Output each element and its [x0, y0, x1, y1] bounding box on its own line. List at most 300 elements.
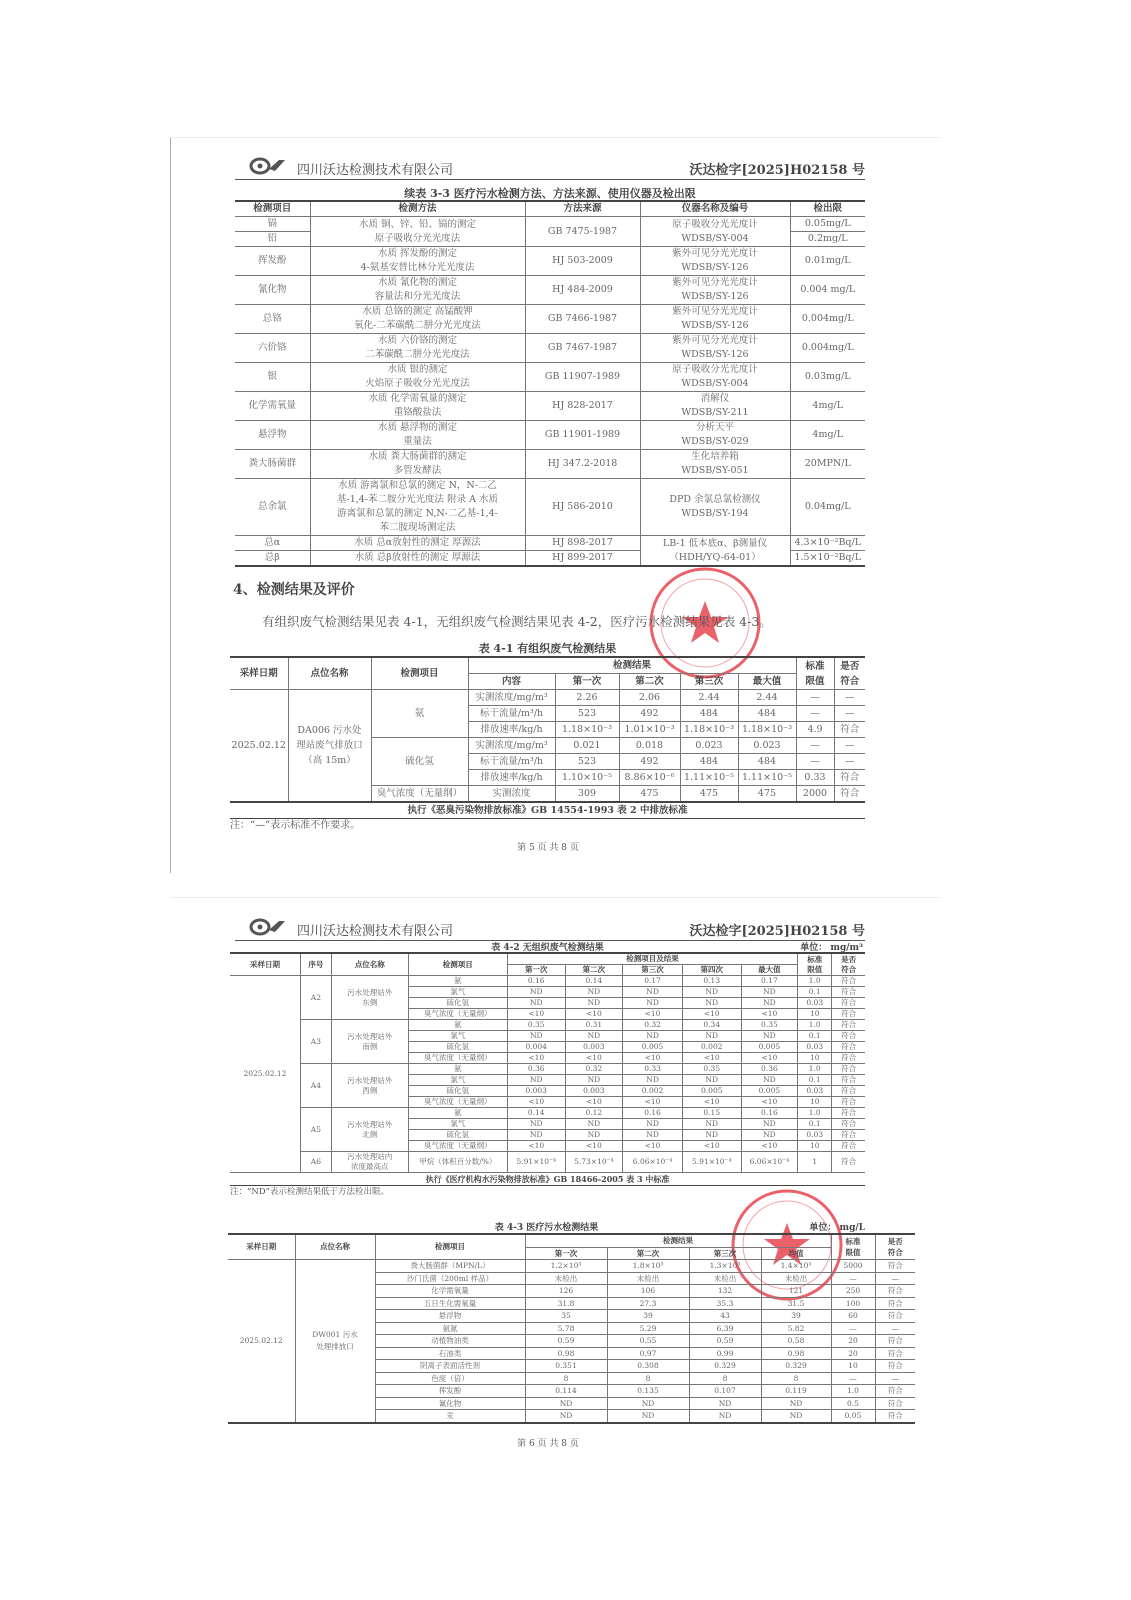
page-2-frame	[170, 897, 940, 898]
value-cell: 1.2×10³	[525, 1260, 607, 1273]
content-cell: 排放速率/kg/h	[468, 770, 555, 786]
value-cell: <10	[682, 1141, 741, 1152]
value-cell: 0.023	[680, 738, 738, 754]
table-3-3-methods	[235, 200, 865, 567]
value-cell: 1.18×10⁻³	[555, 722, 619, 738]
table-4-3-unit: 单位： mg/L	[809, 1223, 865, 1233]
pass-cell: 符合	[832, 976, 865, 987]
item-cell: 臭气浓度（无量纲）	[371, 786, 468, 803]
company-name: 四川沃达检测技术有限公司	[297, 163, 454, 178]
page-2-footer: 第 6 页 共 8 页	[517, 1439, 579, 1449]
item-cell: 总β	[235, 551, 310, 567]
value-cell: 2.44	[738, 690, 796, 706]
page-1-footer: 第 5 页 共 8 页	[517, 843, 579, 853]
instrument-cell: 紫外可见分光光度计 WDSB/SY-126	[640, 247, 790, 276]
table-4-2-fugitive-emissions	[230, 952, 865, 1173]
item-cell: 沙门氏菌（200ml 样品）	[375, 1272, 525, 1285]
location-cell: 污水处理站外 西侧	[331, 1064, 408, 1108]
table-4-2-block	[230, 952, 865, 1198]
header-cell: 检出限	[790, 201, 865, 217]
value-cell: <10	[623, 1053, 683, 1064]
limit-cell: 0.004mg/L	[790, 305, 865, 334]
item-cell: 氨	[408, 1064, 507, 1075]
value-cell: 27.3	[607, 1297, 689, 1310]
header-item: 检测项目	[408, 953, 507, 976]
header-pass: 是否 符合	[832, 953, 865, 976]
pass-cell: —	[834, 690, 865, 706]
limit-cell: 0.004 mg/L	[790, 276, 865, 305]
table-row	[235, 217, 865, 232]
value-cell: ND	[741, 1119, 798, 1130]
seq-cell: A2	[300, 976, 331, 1020]
value-cell: ND	[565, 1130, 623, 1141]
content-cell: 实测浓度/mg/m³	[468, 738, 555, 754]
limit-cell: 10	[798, 1141, 832, 1152]
limit-cell: 60	[831, 1310, 875, 1323]
limit-cell: 20MPN/L	[790, 450, 865, 479]
item-cell: 悬浮物	[235, 421, 310, 450]
instrument-cell: LB-1 低本底α、β测量仪 （HDH/YQ-64-01）	[640, 536, 790, 567]
value-cell: 5.82	[761, 1322, 831, 1335]
table-row	[235, 334, 865, 363]
limit-cell: 0.1	[798, 1119, 832, 1130]
header-cell: 方法来源	[525, 201, 640, 217]
value-cell: 0.17	[741, 976, 798, 987]
pass-cell: 符合	[832, 1152, 865, 1173]
header-date: 采样日期	[230, 657, 288, 690]
value-cell: 0.31	[565, 1020, 623, 1031]
limit-cell: 0.03mg/L	[790, 363, 865, 392]
limit-cell: 4.3×10⁻²Bq/L	[790, 536, 865, 551]
header-item: 检测项目	[375, 1234, 525, 1260]
value-cell: 0.119	[761, 1385, 831, 1398]
pass-cell: 符合	[875, 1285, 915, 1298]
value-cell: 0.58	[761, 1335, 831, 1348]
value-cell: 5.29	[607, 1322, 689, 1335]
table-row	[230, 1108, 865, 1119]
instrument-cell: DPD 余氯总氯检测仪 WDSB/SY-194	[640, 479, 790, 536]
table-4-3-wastewater-results	[228, 1233, 915, 1424]
instrument-cell: 生化培养箱 WDSB/SY-051	[640, 450, 790, 479]
value-cell: 未检出	[761, 1272, 831, 1285]
header-r3: 第三次	[623, 965, 683, 976]
document-number: 沃达检字[2025]H02158 号	[689, 163, 865, 178]
header-date: 采样日期	[230, 953, 300, 976]
value-cell: 0.55	[607, 1335, 689, 1348]
limit-cell: 1.0	[798, 1108, 832, 1119]
value-cell: 484	[738, 754, 796, 770]
table-row	[230, 1152, 865, 1173]
table-4-1-title: 表 4-1 有组织废气检测结果	[478, 642, 617, 655]
pass-cell: —	[875, 1372, 915, 1385]
value-cell: 106	[607, 1285, 689, 1298]
value-cell: 126	[525, 1285, 607, 1298]
header-r2: 第二次	[607, 1247, 689, 1260]
limit-cell: 0.03	[798, 1086, 832, 1097]
limit-cell: 5000	[831, 1260, 875, 1273]
document-number: 沃达检字[2025]H02158 号	[689, 924, 865, 939]
value-cell: 0.16	[507, 976, 565, 987]
header-location: 点位名称	[288, 657, 371, 690]
value-cell: <10	[507, 1009, 565, 1020]
pass-cell: 符合	[832, 1086, 865, 1097]
header-r2: 第二次	[619, 674, 680, 690]
source-cell: GB 7466-1987	[525, 305, 640, 334]
location-cell: 污水处理站内 浓度最高点	[331, 1152, 408, 1173]
instrument-cell: 紫外可见分光光度计 WDSB/SY-126	[640, 334, 790, 363]
method-cell: 水质 粪大肠菌群的测定 多管发酵法	[310, 450, 525, 479]
method-cell: 水质 悬浮物的测定 重量法	[310, 421, 525, 450]
value-cell: ND	[623, 1119, 683, 1130]
seq-cell: A5	[300, 1108, 331, 1152]
table-row	[235, 363, 865, 392]
item-cell: 化学需氧量	[235, 392, 310, 421]
section-heading: 4、检测结果及评价	[233, 582, 355, 598]
value-cell: 0.17	[623, 976, 683, 987]
header-r1: 第一次	[507, 965, 565, 976]
item-cell: 甲烷（体积百分数/%）	[408, 1152, 507, 1173]
value-cell: ND	[623, 1130, 683, 1141]
pass-cell: —	[875, 1322, 915, 1335]
item-cell: 总余氯	[235, 479, 310, 536]
table-4-1-note: 注：“—”表示标准不作要求。	[230, 820, 361, 831]
value-cell: 0.005	[741, 1086, 798, 1097]
pass-cell: 符合	[832, 1097, 865, 1108]
table-4-2-note: 注：“ND”表示检测结果低于方法检出限。	[230, 1187, 389, 1197]
pass-cell: 符合	[832, 1031, 865, 1042]
header-results: 检测结果	[468, 657, 796, 674]
value-cell: ND	[565, 1119, 623, 1130]
value-cell: ND	[682, 987, 741, 998]
method-cell: 水质 挥发酚的测定 4-氨基安替比林分光光度法	[310, 247, 525, 276]
item-cell: 总铬	[235, 305, 310, 334]
item-cell: 化学需氧量	[375, 1285, 525, 1298]
item-cell: 氨	[408, 1108, 507, 1119]
value-cell: 475	[680, 786, 738, 803]
method-cell: 水质 氰化物的测定 容量法和分光光度法	[310, 276, 525, 305]
value-cell: 1.8×10³	[607, 1260, 689, 1273]
pass-cell: 符合	[832, 1075, 865, 1086]
value-cell: 0.33	[623, 1064, 683, 1075]
content-cell: 标干流量/m³/h	[468, 706, 555, 722]
limit-cell: —	[831, 1372, 875, 1385]
source-cell: HJ 899-2017	[525, 551, 640, 567]
value-cell: <10	[507, 1053, 565, 1064]
limit-cell: 100	[831, 1297, 875, 1310]
source-cell: HJ 484-2009	[525, 276, 640, 305]
company-logo-icon	[249, 918, 287, 936]
value-cell: 0.34	[682, 1020, 741, 1031]
table-row	[235, 479, 865, 536]
value-cell: <10	[623, 1009, 683, 1020]
pass-cell: 符合	[875, 1397, 915, 1410]
limit-cell: —	[796, 690, 834, 706]
limit-cell: 0.05mg/L	[790, 217, 865, 232]
value-cell: ND	[507, 998, 565, 1009]
value-cell: 2.26	[555, 690, 619, 706]
source-cell: HJ 503-2009	[525, 247, 640, 276]
header-cell: 检测方法	[310, 201, 525, 217]
table-4-2-unit: 单位： mg/m³	[800, 943, 863, 953]
value-cell: ND	[761, 1397, 831, 1410]
table-row	[230, 690, 865, 706]
value-cell: ND	[682, 1075, 741, 1086]
value-cell: ND	[623, 1075, 683, 1086]
header-limit: 标准 限值	[796, 657, 834, 690]
value-cell: 1.4×10³	[761, 1260, 831, 1273]
value-cell: 43	[689, 1310, 761, 1323]
method-cell: 水质 六价铬的测定 二苯碳酰二肼分光光度法	[310, 334, 525, 363]
pass-cell: 符合	[832, 1119, 865, 1130]
value-cell: 6.39	[689, 1322, 761, 1335]
limit-cell: 1	[798, 1152, 832, 1173]
value-cell: <10	[565, 1009, 623, 1020]
value-cell: 0.14	[565, 976, 623, 987]
pass-cell: —	[834, 738, 865, 754]
item-cell: 银	[235, 363, 310, 392]
value-cell: ND	[525, 1397, 607, 1410]
value-cell: 0.97	[607, 1347, 689, 1360]
method-cell: 水质 总α放射性的测定 厚源法	[310, 536, 525, 551]
value-cell: 484	[680, 754, 738, 770]
table-4-3-title: 表 4-3 医疗污水检测结果	[494, 1223, 599, 1233]
header-pass: 是否 符合	[875, 1234, 915, 1260]
value-cell: ND	[507, 1130, 565, 1141]
limit-cell: 0.2mg/L	[790, 232, 865, 247]
value-cell: 0.32	[623, 1020, 683, 1031]
value-cell: ND	[741, 1130, 798, 1141]
item-cell: 总α	[235, 536, 310, 551]
item-cell: 铅	[235, 232, 310, 247]
content-cell: 实测浓度	[468, 786, 555, 803]
value-cell: ND	[741, 1031, 798, 1042]
value-cell: 0.003	[565, 1042, 623, 1053]
value-cell: <10	[741, 1009, 798, 1020]
item-cell: 挥发酚	[375, 1385, 525, 1398]
value-cell: 1.3×10³	[689, 1260, 761, 1273]
value-cell: 492	[619, 754, 680, 770]
value-cell: 39	[607, 1310, 689, 1323]
location-cell: 污水处理站外 南侧	[331, 1020, 408, 1064]
limit-cell: 10	[798, 1053, 832, 1064]
table-row	[230, 1064, 865, 1075]
value-cell: 0.329	[761, 1360, 831, 1373]
limit-cell: 1.0	[798, 1020, 832, 1031]
limit-cell: 10	[798, 1009, 832, 1020]
limit-cell: 1.0	[831, 1385, 875, 1398]
value-cell: <10	[507, 1141, 565, 1152]
value-cell: 0.308	[607, 1360, 689, 1373]
pass-cell: 符合	[875, 1260, 915, 1273]
method-cell: 水质 游离氯和总氯的测定 N，N-二乙 基-1,4-苯二胺分光光度法 附录 A 水质 游离氯和总氯的测定 N,N-二乙基-1,4- 苯二胺现场测定法	[310, 479, 525, 536]
pass-cell: 符合	[875, 1297, 915, 1310]
value-cell: 0.59	[525, 1335, 607, 1348]
value-cell: 0.023	[738, 738, 796, 754]
value-cell: 8	[525, 1372, 607, 1385]
item-cell: 臭气浓度（无量纲）	[408, 1097, 507, 1108]
pass-cell: 符合	[832, 1042, 865, 1053]
value-cell: 2.06	[619, 690, 680, 706]
value-cell: 5.91×10⁻⁴	[682, 1152, 741, 1173]
limit-cell: 0.05	[831, 1410, 875, 1423]
value-cell: 121	[761, 1285, 831, 1298]
value-cell: 484	[738, 706, 796, 722]
item-cell: 动植物油类	[375, 1335, 525, 1348]
table-4-3-block	[228, 1233, 903, 1424]
item-cell: 氯气	[408, 1075, 507, 1086]
limit-cell: 1.0	[798, 1064, 832, 1075]
item-cell: 氯气	[408, 1031, 507, 1042]
pass-cell: 符合	[834, 786, 865, 803]
date-cell: 2025.02.12	[230, 976, 300, 1173]
item-cell: 氨	[408, 976, 507, 987]
header-limit: 标准 限值	[831, 1234, 875, 1260]
item-cell: 石油类	[375, 1347, 525, 1360]
source-cell: HJ 586-2010	[525, 479, 640, 536]
item-cell: 色度（倍）	[375, 1372, 525, 1385]
header-location: 点位名称	[331, 953, 408, 976]
value-cell: ND	[682, 1119, 741, 1130]
item-cell: 六价铬	[235, 334, 310, 363]
limit-cell: —	[796, 738, 834, 754]
item-cell: 氨	[408, 1020, 507, 1031]
value-cell: ND	[607, 1397, 689, 1410]
section-paragraph: 有组织废气检测结果见表 4-1，无组织废气检测结果见表 4-2，医疗污水检测结果见表 4-3。	[262, 614, 772, 629]
instrument-cell: 紫外可见分光光度计 WDSB/SY-126	[640, 305, 790, 334]
value-cell: 0.021	[555, 738, 619, 754]
value-cell: 未检出	[607, 1272, 689, 1285]
value-cell: ND	[565, 1031, 623, 1042]
value-cell: 475	[738, 786, 796, 803]
item-cell: 硫化氢	[408, 1042, 507, 1053]
item-cell: 挥发酚	[235, 247, 310, 276]
limit-cell: 0.1	[798, 1031, 832, 1042]
value-cell: 31.8	[525, 1297, 607, 1310]
pass-cell: 符合	[832, 1141, 865, 1152]
pass-cell: 符合	[832, 1020, 865, 1031]
header-r2: 第二次	[565, 965, 623, 976]
table-4-1-organized-emissions	[230, 656, 865, 803]
value-cell: <10	[682, 1009, 741, 1020]
table-4-1-block	[230, 656, 865, 832]
pass-cell: —	[875, 1272, 915, 1285]
header-r3: 第三次	[689, 1247, 761, 1260]
value-cell: ND	[623, 1031, 683, 1042]
limit-cell: 0.1	[798, 987, 832, 998]
limit-cell: 2000	[796, 786, 834, 803]
value-cell: 0.36	[741, 1064, 798, 1075]
source-cell: GB 11907-1989	[525, 363, 640, 392]
value-cell: ND	[682, 1130, 741, 1141]
item-cell: 氰化物	[375, 1397, 525, 1410]
seq-cell: A3	[300, 1020, 331, 1064]
table-row	[235, 392, 865, 421]
value-cell: 未检出	[689, 1272, 761, 1285]
method-cell: 水质 银的测定 火焰原子吸收分光光度法	[310, 363, 525, 392]
value-cell: 2.44	[680, 690, 738, 706]
value-cell: 8	[607, 1372, 689, 1385]
value-cell: 0.35	[741, 1020, 798, 1031]
value-cell: 309	[555, 786, 619, 803]
item-cell: 氯气	[408, 987, 507, 998]
limit-cell: 4mg/L	[790, 392, 865, 421]
pass-cell: 符合	[875, 1410, 915, 1423]
header-r4: 第四次	[682, 965, 741, 976]
limit-cell: —	[796, 706, 834, 722]
limit-cell: 4mg/L	[790, 421, 865, 450]
value-cell: 未检出	[525, 1272, 607, 1285]
value-cell: 1.18×10⁻³	[680, 722, 738, 738]
value-cell: 0.003	[565, 1086, 623, 1097]
item-cell: 臭气浓度（无量纲）	[408, 1141, 507, 1152]
limit-cell: 10	[831, 1360, 875, 1373]
value-cell: 0.99	[689, 1347, 761, 1360]
pass-cell: 符合	[875, 1310, 915, 1323]
value-cell: <10	[682, 1053, 741, 1064]
value-cell: 0.36	[507, 1064, 565, 1075]
source-cell: GB 11901-1989	[525, 421, 640, 450]
value-cell: 0.98	[525, 1347, 607, 1360]
limit-cell: 0.03	[798, 998, 832, 1009]
value-cell: 0.98	[761, 1347, 831, 1360]
value-cell: 0.114	[525, 1385, 607, 1398]
value-cell: <10	[623, 1097, 683, 1108]
header-r1: 第一次	[525, 1247, 607, 1260]
value-cell: 523	[555, 754, 619, 770]
limit-cell: 4.9	[796, 722, 834, 738]
limit-cell: 0.04mg/L	[790, 479, 865, 536]
date-cell: 2025.02.12	[228, 1260, 295, 1423]
page-2-header	[235, 918, 865, 941]
value-cell: <10	[741, 1053, 798, 1064]
pass-cell: 符合	[875, 1347, 915, 1360]
item-cell: 氨	[371, 690, 468, 738]
limit-cell: —	[796, 754, 834, 770]
location-cell: 污水处理站外 北侧	[331, 1108, 408, 1152]
value-cell: 35.3	[689, 1297, 761, 1310]
limit-cell: —	[831, 1272, 875, 1285]
header-pass: 是否 符合	[834, 657, 865, 690]
item-cell: 臭气浓度（无量纲）	[408, 1053, 507, 1064]
value-cell: <10	[565, 1053, 623, 1064]
value-cell: 5.78	[525, 1322, 607, 1335]
header-content: 内容	[468, 674, 555, 690]
source-cell: HJ 828-2017	[525, 392, 640, 421]
limit-cell: 0.33	[796, 770, 834, 786]
source-cell: HJ 347.2-2018	[525, 450, 640, 479]
item-cell: 悬浮物	[375, 1310, 525, 1323]
limit-cell: —	[831, 1322, 875, 1335]
content-cell: 实测浓度/mg/m³	[468, 690, 555, 706]
header-seq: 序号	[300, 953, 331, 976]
limit-cell: 1.5×10⁻²Bq/L	[790, 551, 865, 567]
header-mean: 均值	[761, 1247, 831, 1260]
header-cell: 检测项目	[235, 201, 310, 217]
limit-cell: 0.5	[831, 1397, 875, 1410]
value-cell: ND	[507, 1119, 565, 1130]
value-cell: 8	[761, 1372, 831, 1385]
value-cell: 484	[680, 706, 738, 722]
item-cell: 氯气	[408, 1119, 507, 1130]
source-cell: GB 7475-1987	[525, 217, 640, 247]
value-cell: 0.13	[682, 976, 741, 987]
value-cell: 0.329	[689, 1360, 761, 1373]
value-cell: 0.005	[623, 1042, 683, 1053]
value-cell: ND	[682, 1031, 741, 1042]
limit-cell: 250	[831, 1285, 875, 1298]
value-cell: 0.005	[741, 1042, 798, 1053]
company-name: 四川沃达检测技术有限公司	[297, 924, 454, 939]
